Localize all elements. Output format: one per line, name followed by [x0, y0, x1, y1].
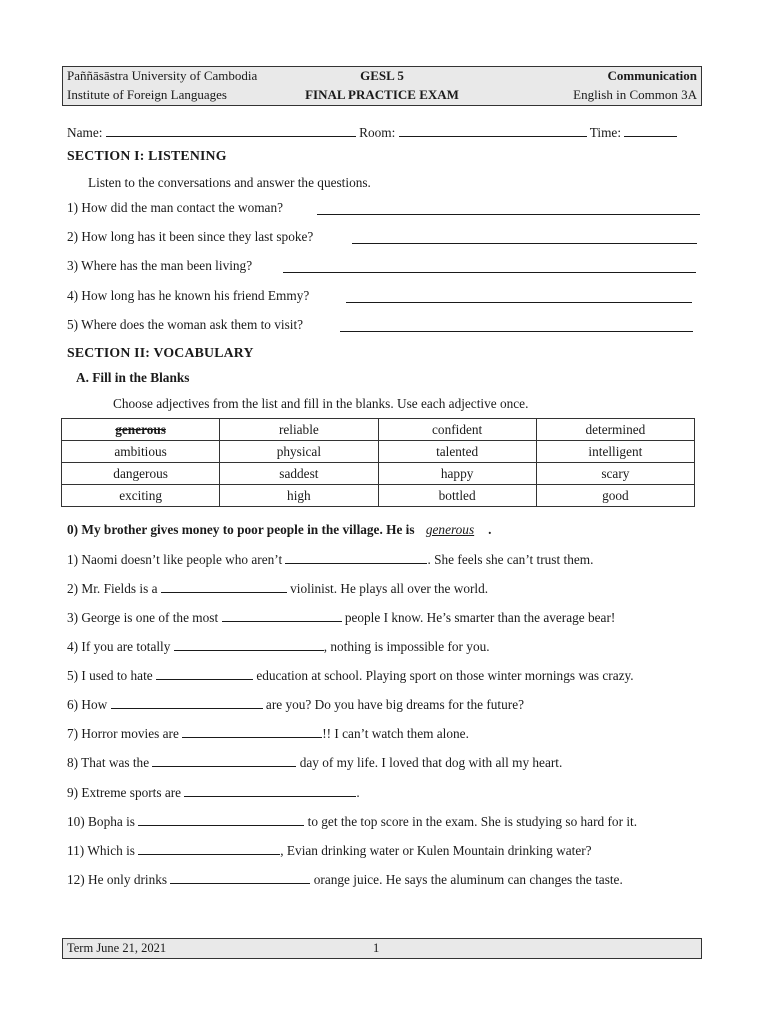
listening-answer-line[interactable]: [352, 242, 697, 244]
sentence-text: violinist. He plays all over the world.: [286, 581, 489, 596]
answer-blank[interactable]: [184, 784, 356, 797]
sentence-text: education at school. Playing sport on those winter mornings was crazy.: [253, 668, 634, 683]
section-listening-title: SECTION I: LISTENING: [67, 148, 227, 163]
word-row: [62, 485, 695, 507]
word-row: [62, 463, 695, 485]
room-field[interactable]: [399, 124, 587, 137]
sentence-text: 7) Horror movies are: [67, 726, 183, 741]
example-sentence: 0) My brother gives money to poor people in the village. He is generous .: [67, 522, 492, 537]
sentence-text: day of my life. I loved that dog with all my heart.: [296, 755, 563, 770]
fill-sentence: [67, 871, 623, 888]
fill-sentence: [67, 551, 593, 568]
word-cell: scary: [536, 463, 694, 485]
sentence-text: 11) Which is: [67, 843, 139, 858]
sentence-text: 9) Extreme sports are: [67, 785, 185, 800]
word-cell: physical: [220, 441, 378, 463]
time-label: Time:: [589, 125, 622, 140]
sentence-text: . She feels she can’t trust them.: [427, 552, 594, 567]
page-footer: [62, 938, 702, 959]
word-cell: exciting: [62, 485, 220, 507]
sentence-text: 12) He only drinks: [67, 872, 171, 887]
listening-question: 5) Where does the woman ask them to visit?: [67, 317, 304, 332]
sentence-text: 10) Bopha is: [67, 814, 139, 829]
listening-instruction: Listen to the conversations and answer the questions.: [88, 175, 371, 190]
answer-blank[interactable]: [222, 609, 342, 622]
answer-blank[interactable]: [138, 842, 280, 855]
listening-question: 3) Where has the man been living?: [67, 258, 253, 273]
fill-sentence: [67, 754, 562, 771]
example-text: 0) My brother gives money to poor people in the village. He is: [67, 522, 418, 537]
footer-term: Term June 21, 2021: [67, 941, 167, 955]
room-label: Room:: [359, 125, 396, 140]
answer-blank[interactable]: [156, 667, 253, 680]
word-cell: dangerous: [62, 463, 220, 485]
word-cell: intelligent: [536, 441, 694, 463]
answer-blank[interactable]: [285, 551, 427, 564]
listening-answer-line[interactable]: [283, 271, 696, 273]
exam-title: FINAL PRACTICE EXAM: [305, 87, 459, 102]
section-vocabulary-title: SECTION II: VOCABULARY: [67, 345, 254, 360]
exam-header: [62, 66, 702, 106]
fill-sentence: [67, 638, 490, 655]
word-cell: reliable: [220, 419, 378, 441]
vocabulary-instruction: Choose adjectives from the list and fill in the blanks. Use each adjective once.: [113, 396, 529, 411]
sentence-text: people I know. He’s smarter than the average bear!: [341, 610, 616, 625]
example-answer: generous: [425, 522, 475, 537]
subject-name: Communication: [607, 68, 697, 83]
answer-blank[interactable]: [161, 580, 287, 593]
course-code: GESL 5: [360, 68, 404, 83]
name-label: Name:: [67, 125, 103, 140]
listening-question: 4) How long has he known his friend Emmy?: [67, 288, 310, 303]
course-level: English in Common 3A: [573, 87, 697, 102]
fill-sentence: [67, 696, 524, 713]
part-a-title: A. Fill in the Blanks: [76, 370, 190, 385]
sentence-text: !! I can’t watch them alone.: [322, 726, 469, 741]
word-row: [62, 441, 695, 463]
student-info-row: [67, 124, 677, 141]
name-field[interactable]: [106, 124, 356, 137]
sentence-text: 1) Naomi doesn’t like people who aren’t: [67, 552, 286, 567]
fill-sentence: [67, 813, 637, 830]
adjective-word-bank: [61, 418, 695, 507]
fill-sentence: [67, 784, 360, 801]
word-cell: confident: [378, 419, 536, 441]
word-cell: ambitious: [62, 441, 220, 463]
page-number: 1: [373, 941, 380, 955]
fill-sentence: [67, 609, 615, 626]
sentence-text: 6) How: [67, 697, 111, 712]
sentence-text: .: [356, 785, 360, 800]
sentence-text: 2) Mr. Fields is a: [67, 581, 161, 596]
university-name: Paññāsāstra University of Cambodia: [67, 68, 258, 83]
word-cell: determined: [536, 419, 694, 441]
word-cell: good: [536, 485, 694, 507]
sentence-text: to get the top score in the exam. She is studying so hard for it.: [304, 814, 638, 829]
answer-blank[interactable]: [174, 638, 324, 651]
sentence-text: 5) I used to hate: [67, 668, 156, 683]
listening-answer-line[interactable]: [317, 213, 700, 215]
sentence-text: , Evian drinking water or Kulen Mountain drinking water?: [280, 843, 592, 858]
listening-question: 1) How did the man contact the woman?: [67, 200, 284, 215]
answer-blank[interactable]: [138, 813, 304, 826]
listening-question: 2) How long has it been since they last spoke?: [67, 229, 314, 244]
word-cell: happy: [378, 463, 536, 485]
word-row: [62, 419, 695, 441]
time-field[interactable]: [624, 124, 677, 137]
fill-sentence: [67, 842, 592, 859]
answer-blank[interactable]: [152, 754, 296, 767]
institute-name: Institute of Foreign Languages: [67, 87, 227, 102]
listening-answer-line[interactable]: [346, 301, 692, 303]
sentence-text: are you? Do you have big dreams for the future?: [262, 697, 524, 712]
word-cell: talented: [378, 441, 536, 463]
word-cell: high: [220, 485, 378, 507]
sentence-text: 3) George is one of the most: [67, 610, 222, 625]
answer-blank[interactable]: [182, 725, 322, 738]
fill-sentence: [67, 580, 488, 597]
word-cell: bottled: [378, 485, 536, 507]
answer-blank[interactable]: [111, 696, 263, 709]
word-cell: [62, 419, 220, 441]
fill-sentence: [67, 667, 634, 684]
word-cell: saddest: [220, 463, 378, 485]
answer-blank[interactable]: [170, 871, 310, 884]
sentence-text: orange juice. He says the aluminum can changes the taste.: [310, 872, 623, 887]
sentence-text: 4) If you are totally: [67, 639, 174, 654]
listening-answer-line[interactable]: [340, 330, 693, 332]
fill-sentence: [67, 725, 469, 742]
sentence-text: , nothing is impossible for you.: [323, 639, 490, 654]
used-word: generous: [115, 421, 166, 437]
sentence-text: 8) That was the: [67, 755, 153, 770]
